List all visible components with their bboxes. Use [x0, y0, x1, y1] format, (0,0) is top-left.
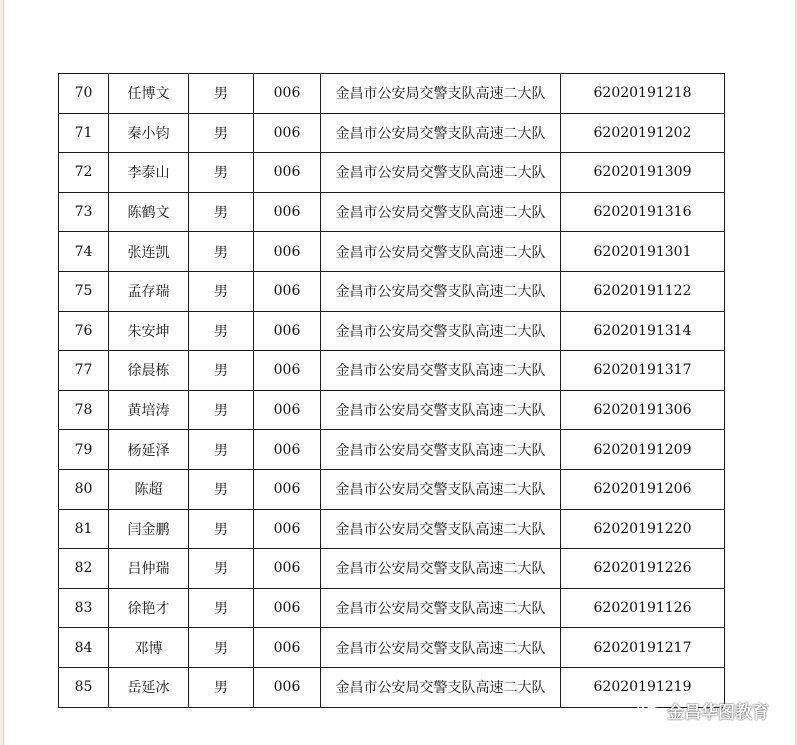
candidate-name: 陈鹤文: [109, 192, 189, 232]
employer-unit: 金昌市公安局交警支队高速二大队: [321, 153, 561, 193]
employer-unit: 金昌市公安局交警支队高速二大队: [321, 311, 561, 351]
candidate-sex: 男: [189, 192, 254, 232]
exam-ticket-number: 62020191126: [561, 588, 725, 628]
position-code: 006: [254, 311, 321, 351]
candidate-name: 吕仲瑞: [109, 549, 189, 589]
table-row: [59, 271, 725, 311]
exam-ticket-number: 62020191316: [561, 192, 725, 232]
table-row: [59, 390, 725, 430]
employer-unit: 金昌市公安局交警支队高速二大队: [321, 667, 561, 707]
exam-ticket-number: 62020191202: [561, 113, 725, 153]
watermark: [637, 698, 769, 723]
candidate-sex: 男: [189, 153, 254, 193]
position-code: 006: [254, 549, 321, 589]
candidate-name: 李泰山: [109, 153, 189, 193]
row-number: 75: [59, 271, 109, 311]
row-number: 73: [59, 192, 109, 232]
exam-ticket-number: 62020191217: [561, 628, 725, 668]
table-row: [59, 667, 725, 707]
table-row: [59, 351, 725, 391]
candidate-name: 邓博: [109, 628, 189, 668]
table-row: [59, 311, 725, 351]
employer-unit: 金昌市公安局交警支队高速二大队: [321, 390, 561, 430]
position-code: 006: [254, 232, 321, 272]
position-code: 006: [254, 469, 321, 509]
employer-unit: 金昌市公安局交警支队高速二大队: [321, 588, 561, 628]
employer-unit: 金昌市公安局交警支队高速二大队: [321, 74, 561, 114]
candidate-name: 黄培涛: [109, 390, 189, 430]
employer-unit: 金昌市公安局交警支队高速二大队: [321, 351, 561, 391]
watermark-text: 金昌华图教育: [667, 703, 769, 723]
employer-unit: 金昌市公安局交警支队高速二大队: [321, 232, 561, 272]
position-code: 006: [254, 588, 321, 628]
row-number: 78: [59, 390, 109, 430]
position-code: 006: [254, 667, 321, 707]
exam-ticket-number: 62020191317: [561, 351, 725, 391]
candidate-sex: 男: [189, 628, 254, 668]
candidate-name: 杨延泽: [109, 430, 189, 470]
candidate-name: 徐艳才: [109, 588, 189, 628]
exam-ticket-number: 62020191309: [561, 153, 725, 193]
candidate-sex: 男: [189, 351, 254, 391]
row-number: 80: [59, 469, 109, 509]
candidate-name: 张连凯: [109, 232, 189, 272]
candidate-sex: 男: [189, 271, 254, 311]
candidate-sex: 男: [189, 390, 254, 430]
exam-ticket-number: 62020191306: [561, 390, 725, 430]
candidate-table: [58, 73, 725, 708]
employer-unit: 金昌市公安局交警支队高速二大队: [321, 549, 561, 589]
candidate-sex: 男: [189, 430, 254, 470]
exam-ticket-number: 62020191220: [561, 509, 725, 549]
row-number: 70: [59, 74, 109, 114]
position-code: 006: [254, 430, 321, 470]
row-number: 82: [59, 549, 109, 589]
row-number: 81: [59, 509, 109, 549]
exam-ticket-number: 62020191301: [561, 232, 725, 272]
candidate-name: 岳延冰: [109, 667, 189, 707]
position-code: 006: [254, 271, 321, 311]
candidate-name: 秦小钧: [109, 113, 189, 153]
table-row: [59, 153, 725, 193]
candidate-sex: 男: [189, 74, 254, 114]
candidate-sex: 男: [189, 509, 254, 549]
table-row: [59, 430, 725, 470]
employer-unit: 金昌市公安局交警支队高速二大队: [321, 469, 561, 509]
table-row: [59, 113, 725, 153]
row-number: 72: [59, 153, 109, 193]
employer-unit: 金昌市公安局交警支队高速二大队: [321, 628, 561, 668]
candidate-sex: 男: [189, 469, 254, 509]
candidate-name: 闫金鹏: [109, 509, 189, 549]
candidate-name: 任博文: [109, 74, 189, 114]
candidate-sex: 男: [189, 113, 254, 153]
candidate-sex: 男: [189, 232, 254, 272]
candidate-sex: 男: [189, 549, 254, 589]
position-code: 006: [254, 628, 321, 668]
candidate-name: 孟存瑞: [109, 271, 189, 311]
row-number: 85: [59, 667, 109, 707]
table-row: [59, 74, 725, 114]
candidate-sex: 男: [189, 588, 254, 628]
employer-unit: 金昌市公安局交警支队高速二大队: [321, 509, 561, 549]
candidate-sex: 男: [189, 667, 254, 707]
document-page: [3, 0, 796, 745]
employer-unit: 金昌市公安局交警支队高速二大队: [321, 271, 561, 311]
position-code: 006: [254, 351, 321, 391]
employer-unit: 金昌市公安局交警支队高速二大队: [321, 113, 561, 153]
position-code: 006: [254, 509, 321, 549]
employer-unit: 金昌市公安局交警支队高速二大队: [321, 192, 561, 232]
wechat-icon: [637, 701, 661, 721]
table-row: [59, 628, 725, 668]
exam-ticket-number: 62020191219: [561, 667, 725, 707]
exam-ticket-number: 62020191218: [561, 74, 725, 114]
exam-ticket-number: 62020191122: [561, 271, 725, 311]
table-row: [59, 469, 725, 509]
candidate-table-body: [59, 74, 725, 708]
employer-unit: 金昌市公安局交警支队高速二大队: [321, 430, 561, 470]
row-number: 84: [59, 628, 109, 668]
row-number: 79: [59, 430, 109, 470]
position-code: 006: [254, 113, 321, 153]
exam-ticket-number: 62020191206: [561, 469, 725, 509]
row-number: 77: [59, 351, 109, 391]
exam-ticket-number: 62020191314: [561, 311, 725, 351]
row-number: 71: [59, 113, 109, 153]
exam-ticket-number: 62020191226: [561, 549, 725, 589]
row-number: 76: [59, 311, 109, 351]
position-code: 006: [254, 192, 321, 232]
row-number: 74: [59, 232, 109, 272]
table-row: [59, 232, 725, 272]
candidate-name: 朱安坤: [109, 311, 189, 351]
exam-ticket-number: 62020191209: [561, 430, 725, 470]
row-number: 83: [59, 588, 109, 628]
position-code: 006: [254, 74, 321, 114]
position-code: 006: [254, 390, 321, 430]
candidate-name: 陈超: [109, 469, 189, 509]
position-code: 006: [254, 153, 321, 193]
candidate-sex: 男: [189, 311, 254, 351]
candidate-name: 徐晨栋: [109, 351, 189, 391]
table-row: [59, 192, 725, 232]
table-row: [59, 588, 725, 628]
table-row: [59, 509, 725, 549]
table-row: [59, 549, 725, 589]
